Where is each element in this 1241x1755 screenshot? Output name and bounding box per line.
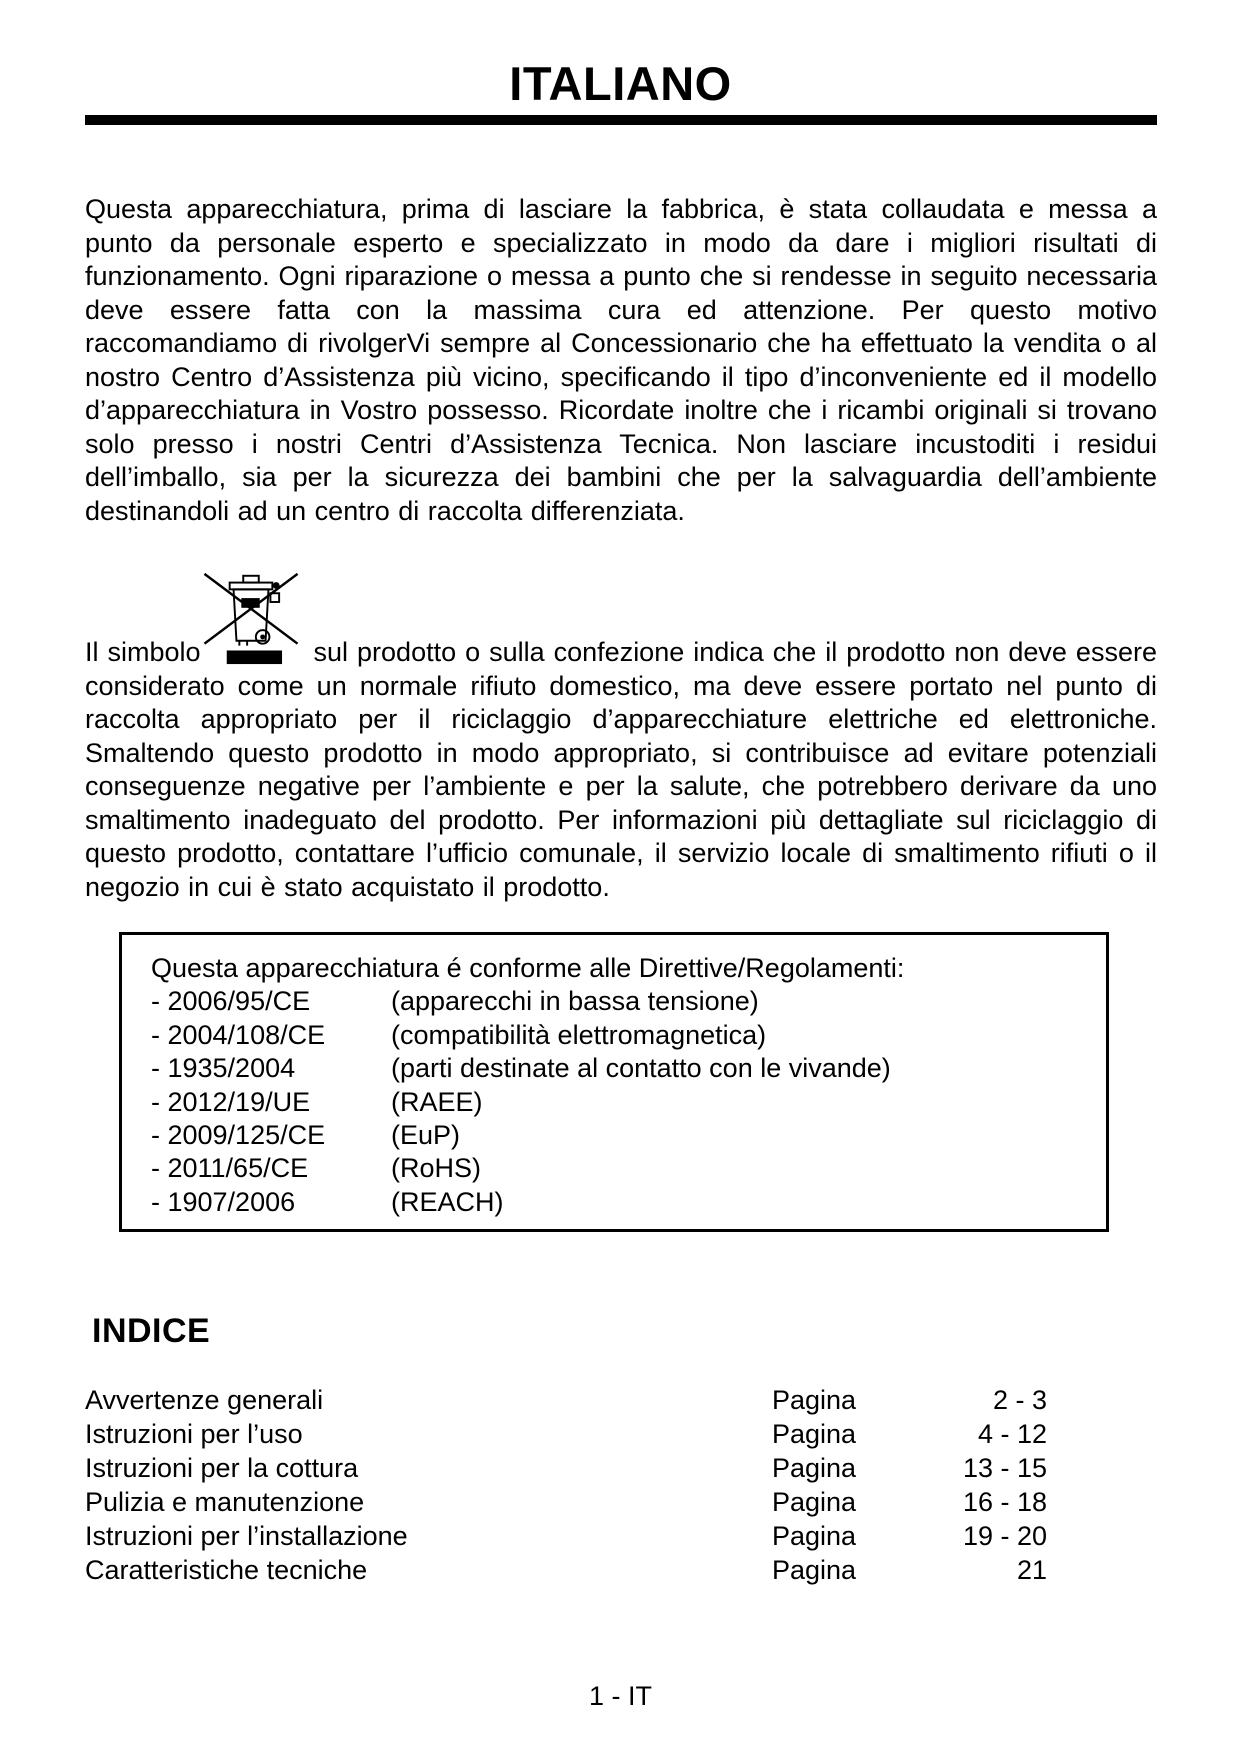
directive-code: - 2012/19/UE xyxy=(151,1086,311,1117)
directive-description: (RAEE) xyxy=(391,1086,483,1117)
directive-code: - 2004/108/CE xyxy=(151,1019,326,1050)
index-row xyxy=(85,1417,1047,1451)
directive-description: (parti destinate al contatto con le vivande) xyxy=(391,1053,891,1084)
index-row xyxy=(85,1519,1047,1553)
directive-row xyxy=(151,985,1096,1018)
page-footer: 1 - IT xyxy=(588,1681,652,1711)
directive-row xyxy=(151,1119,1096,1152)
index-page-range: 21 xyxy=(1016,1555,1047,1585)
index-page-label: Pagina xyxy=(772,1385,857,1415)
index-page-label: Pagina xyxy=(772,1487,857,1517)
directive-code: - 2006/95/CE xyxy=(151,986,311,1017)
index-list xyxy=(85,1383,1047,1587)
symbol-paragraph xyxy=(85,634,1157,904)
directive-row xyxy=(151,1152,1096,1185)
symbol-paragraph-lead: Il simbolo xyxy=(85,637,201,667)
directives-heading: Questa apparecchiatura é conforme alle Direttive/Regolamenti: xyxy=(151,953,905,983)
index-row xyxy=(85,1485,1047,1519)
index-entry-title: Avvertenze generali xyxy=(85,1385,324,1415)
index-page-range: 4 - 12 xyxy=(977,1419,1047,1449)
index-page-label: Pagina xyxy=(772,1521,857,1551)
directives-box xyxy=(119,932,1109,1232)
intro-paragraph: Questa apparecchiatura, prima di lasciare la fabbrica, è stata collaudata e messa a punto da personale esperto e specializzato in modo da dare i migliori risultati di funzionamento. Ogni riparazione o messa a punto che si rendesse in seguito necessaria deve essere fatta con la massima cura ed attenzione. Per questo motivo raccomandiamo di rivolgerVi sempre al Concessionario che ha effettuato la vendita o al nostro Centro d’Assistenza più vicino, specificando il tipo d’inconveniente ed il modello d’apparecchiatura in Vostro possesso. Ricordate inoltre che i ricambi originali si trovano solo presso i nostri Centri d’Assistenza Tecnica. Non lasciare incustoditi i residui dell’imballo, sia per la sicurezza dei bambini che per la salvaguardia dell’ambiente destinandoli ad un centro di raccolta differenziata. xyxy=(85,194,1157,526)
directive-row xyxy=(151,1052,1096,1085)
directive-code: - 2011/65/CE xyxy=(151,1153,309,1184)
index-row xyxy=(85,1383,1047,1417)
weee-bin-icon xyxy=(201,634,305,661)
index-page-range: 19 - 20 xyxy=(962,1521,1047,1551)
directive-code: - 1935/2004 xyxy=(151,1053,296,1084)
directive-row xyxy=(151,1186,1096,1219)
index-page-label: Pagina xyxy=(772,1555,857,1585)
page-title: ITALIANO xyxy=(509,57,732,110)
index-heading: INDICE xyxy=(92,1312,211,1350)
index-page-label: Pagina xyxy=(772,1419,857,1449)
index-entry-title: Pulizia e manutenzione xyxy=(85,1487,365,1517)
index-row xyxy=(85,1451,1047,1485)
symbol-paragraph-body: sul prodotto o sulla confezione indica che il prodotto non deve essere considerato come un normale rifiuto domestico, ma deve essere portato nel punto di raccolta appropriato per il riciclaggio d’apparecchiature elettriche ed elettroniche. Smaltendo questo prodotto in modo appropriato, si contribuisce ad evitare potenziali conseguenze negative per l’ambiente e per la salute, che potrebbero derivare da uno smaltimento inadeguato del prodotto. Per informazioni più dettagliate sul riciclaggio di questo prodotto, contattare l’ufficio comunale, il servizio locale di smaltimento rifiuti o il negozio in cui è stato acquistato il prodotto. xyxy=(85,637,1157,902)
title-divider-rule xyxy=(85,115,1157,125)
directive-code: - 2009/125/CE xyxy=(151,1120,326,1151)
directive-description: (RoHS) xyxy=(391,1153,482,1184)
directive-description: (EuP) xyxy=(391,1120,461,1151)
directive-description: (compatibilità elettromagnetica) xyxy=(391,1019,767,1050)
index-entry-title: Istruzioni per la cottura xyxy=(85,1453,359,1483)
directive-description: (apparecchi in bassa tensione) xyxy=(391,986,759,1017)
index-page-range: 16 - 18 xyxy=(962,1487,1047,1517)
index-entry-title: Istruzioni per l’uso xyxy=(85,1419,303,1449)
index-page-label: Pagina xyxy=(772,1453,857,1483)
directive-row xyxy=(151,1019,1096,1052)
index-page-range: 2 - 3 xyxy=(992,1385,1047,1415)
directive-description: (REACH) xyxy=(391,1186,504,1217)
index-entry-title: Istruzioni per l’installazione xyxy=(85,1521,408,1551)
index-row xyxy=(85,1553,1047,1587)
directive-row xyxy=(151,1086,1096,1119)
index-entry-title: Caratteristiche tecniche xyxy=(85,1555,368,1585)
index-page-range: 13 - 15 xyxy=(962,1453,1047,1483)
directive-code: - 1907/2006 xyxy=(151,1186,296,1217)
